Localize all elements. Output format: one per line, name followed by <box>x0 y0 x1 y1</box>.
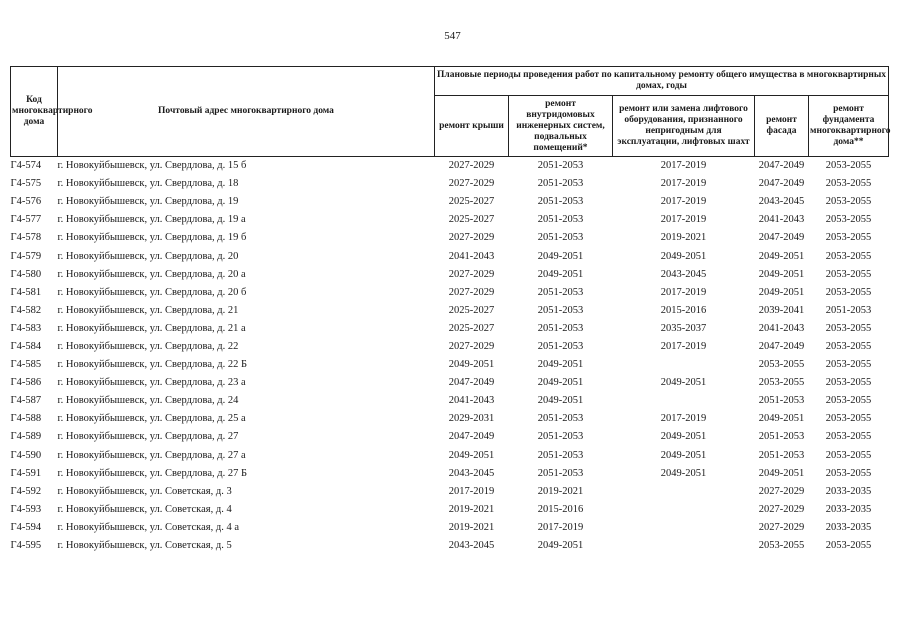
table-row <box>11 356 889 374</box>
cell-facade: 2051-2053 <box>758 449 805 461</box>
cell-address: г. Новокуйбышевск, ул. Свердлова, д. 20 б <box>57 286 247 298</box>
cell-systems: 2051-2053 <box>537 431 584 443</box>
table-row <box>11 501 889 519</box>
table-row <box>11 284 889 302</box>
cell-roof: 2027-2029 <box>448 340 495 352</box>
cell-address: г. Новокуйбышевск, ул. Советская, д. 5 <box>57 540 232 552</box>
cell-facade: 2049-2051 <box>758 286 805 298</box>
table-row <box>11 229 889 247</box>
cell-lift: 2049-2051 <box>660 377 707 389</box>
cell-systems: 2049-2051 <box>537 250 584 262</box>
cell-foundation: 2053-2055 <box>825 232 872 244</box>
cell-address: г. Новокуйбышевск, ул. Свердлова, д. 27 а <box>57 449 246 461</box>
cell-code: Г4-574 <box>10 160 42 172</box>
cell-code: Г4-594 <box>10 521 42 533</box>
cell-code: Г4-589 <box>10 431 42 443</box>
table-header <box>11 67 889 157</box>
cell-foundation: 2051-2053 <box>825 304 872 316</box>
table-row <box>11 537 889 555</box>
cell-code: Г4-575 <box>10 178 42 190</box>
cell-foundation: 2053-2055 <box>825 250 872 262</box>
cell-roof: 2025-2027 <box>448 304 495 316</box>
cell-code: Г4-583 <box>10 322 42 334</box>
cell-roof: 2041-2043 <box>448 395 495 407</box>
cell-facade: 2027-2029 <box>758 521 805 533</box>
repair-schedule-table <box>10 66 889 555</box>
cell-address: г. Новокуйбышевск, ул. Свердлова, д. 19 а <box>57 214 246 226</box>
cell-address: г. Новокуйбышевск, ул. Свердлова, д. 23 а <box>57 377 246 389</box>
cell-lift: 2043-2045 <box>660 268 707 280</box>
cell-code: Г4-592 <box>10 485 42 497</box>
cell-code: Г4-578 <box>10 232 42 244</box>
cell-address: г. Новокуйбышевск, ул. Свердлова, д. 20 <box>57 250 239 262</box>
cell-facade: 2043-2045 <box>758 196 805 208</box>
cell-lift <box>613 483 755 501</box>
cell-address: г. Новокуйбышевск, ул. Свердлова, д. 21 <box>57 304 239 316</box>
cell-address: г. Новокуйбышевск, ул. Советская, д. 4 <box>57 503 232 515</box>
cell-systems: 2051-2053 <box>537 178 584 190</box>
cell-lift: 2035-2037 <box>660 322 707 334</box>
cell-lift <box>613 356 755 374</box>
cell-roof: 2029-2031 <box>448 413 495 425</box>
cell-code: Г4-586 <box>10 377 42 389</box>
cell-address: г. Новокуйбышевск, ул. Свердлова, д. 20 а <box>57 268 246 280</box>
cell-facade: 2049-2051 <box>758 268 805 280</box>
cell-foundation: 2053-2055 <box>825 286 872 298</box>
cell-address: г. Новокуйбышевск, ул. Советская, д. 4 а <box>57 521 239 533</box>
cell-lift <box>613 501 755 519</box>
cell-facade: 2027-2029 <box>758 485 805 497</box>
cell-foundation: 2053-2055 <box>825 431 872 443</box>
cell-foundation: 2053-2055 <box>825 377 872 389</box>
cell-foundation: 2053-2055 <box>825 268 872 280</box>
cell-address: г. Новокуйбышевск, ул. Советская, д. 3 <box>57 485 232 497</box>
cell-lift: 2015-2016 <box>660 304 707 316</box>
cell-roof: 2027-2029 <box>448 178 495 190</box>
cell-systems: 2017-2019 <box>537 521 584 533</box>
cell-code: Г4-581 <box>10 286 42 298</box>
cell-code: Г4-595 <box>10 540 42 552</box>
cell-lift: 2049-2051 <box>660 449 707 461</box>
cell-roof: 2019-2021 <box>448 521 495 533</box>
cell-roof: 2049-2051 <box>448 449 495 461</box>
cell-foundation: 2053-2055 <box>825 467 872 479</box>
cell-facade: 2053-2055 <box>758 377 805 389</box>
cell-lift <box>613 392 755 410</box>
cell-roof: 2047-2049 <box>448 431 495 443</box>
cell-facade: 2051-2053 <box>758 395 805 407</box>
cell-lift <box>613 519 755 537</box>
cell-foundation: 2053-2055 <box>825 178 872 190</box>
cell-code: Г4-593 <box>10 503 42 515</box>
cell-lift: 2017-2019 <box>660 214 707 226</box>
table-row <box>11 211 889 229</box>
cell-foundation: 2053-2055 <box>825 395 872 407</box>
cell-systems: 2051-2053 <box>537 340 584 352</box>
table-row <box>11 320 889 338</box>
cell-address: г. Новокуйбышевск, ул. Свердлова, д. 25 а <box>57 413 246 425</box>
cell-roof: 2027-2029 <box>448 268 495 280</box>
table-row <box>11 266 889 284</box>
cell-roof: 2027-2029 <box>448 232 495 244</box>
cell-code: Г4-587 <box>10 395 42 407</box>
cell-lift: 2049-2051 <box>660 250 707 262</box>
cell-address: г. Новокуйбышевск, ул. Свердлова, д. 18 <box>57 178 239 190</box>
header-systems: ремонт внутридомовых инженерных систем, подвальных помещений* <box>509 96 613 157</box>
cell-systems: 2015-2016 <box>537 503 584 515</box>
cell-facade: 2047-2049 <box>758 160 805 172</box>
cell-systems: 2051-2053 <box>537 467 584 479</box>
cell-lift: 2017-2019 <box>660 413 707 425</box>
header-code: Код многоквартирного дома <box>11 67 58 157</box>
header-lift: ремонт или замена лифтового оборудования, признанного непригодным для эксплуатации, лифтовых шахт <box>613 96 755 157</box>
cell-code: Г4-590 <box>10 449 42 461</box>
cell-code: Г4-591 <box>10 467 42 479</box>
cell-roof: 2019-2021 <box>448 503 495 515</box>
cell-lift: 2017-2019 <box>660 196 707 208</box>
cell-systems: 2051-2053 <box>537 304 584 316</box>
table-row <box>11 465 889 483</box>
cell-foundation: 2053-2055 <box>825 540 872 552</box>
cell-lift <box>613 537 755 555</box>
cell-systems: 2051-2053 <box>537 322 584 334</box>
cell-facade: 2047-2049 <box>758 340 805 352</box>
header-foundation: ремонт фундамента многоквартирного дома** <box>809 96 889 157</box>
cell-foundation: 2053-2055 <box>825 322 872 334</box>
cell-roof: 2043-2045 <box>448 540 495 552</box>
cell-roof: 2017-2019 <box>448 485 495 497</box>
cell-foundation: 2053-2055 <box>825 449 872 461</box>
cell-address: г. Новокуйбышевск, ул. Свердлова, д. 22 <box>57 340 239 352</box>
table-row <box>11 447 889 465</box>
cell-address: г. Новокуйбышевск, ул. Свердлова, д. 19 б <box>57 232 247 244</box>
cell-lift: 2049-2051 <box>660 467 707 479</box>
cell-systems: 2049-2051 <box>537 268 584 280</box>
table-row <box>11 338 889 356</box>
cell-code: Г4-584 <box>10 340 42 352</box>
page-number: 547 <box>444 30 461 42</box>
header-plan-periods: Плановые периоды проведения работ по капитальному ремонту общего имущества в многоквартирных домах, годы <box>435 67 889 96</box>
cell-facade: 2051-2053 <box>758 431 805 443</box>
cell-foundation: 2033-2035 <box>825 485 872 497</box>
header-address: Почтовый адрес многоквартирного дома <box>58 67 435 157</box>
cell-roof: 2027-2029 <box>448 286 495 298</box>
cell-address: г. Новокуйбышевск, ул. Свердлова, д. 21 а <box>57 322 246 334</box>
cell-systems: 2049-2051 <box>537 395 584 407</box>
cell-roof: 2027-2029 <box>448 160 495 172</box>
cell-systems: 2049-2051 <box>537 359 584 371</box>
table-row <box>11 157 889 176</box>
table-row <box>11 428 889 446</box>
cell-foundation: 2053-2055 <box>825 413 872 425</box>
cell-address: г. Новокуйбышевск, ул. Свердлова, д. 22 Б <box>57 359 247 371</box>
cell-facade: 2041-2043 <box>758 322 805 334</box>
cell-facade: 2053-2055 <box>758 359 805 371</box>
cell-systems: 2051-2053 <box>537 286 584 298</box>
cell-address: г. Новокуйбышевск, ул. Свердлова, д. 15 б <box>57 160 247 172</box>
cell-address: г. Новокуйбышевск, ул. Свердлова, д. 27 Б <box>57 467 247 479</box>
cell-facade: 2047-2049 <box>758 232 805 244</box>
cell-code: Г4-588 <box>10 413 42 425</box>
cell-lift: 2019-2021 <box>660 232 707 244</box>
cell-code: Г4-580 <box>10 268 42 280</box>
table-row <box>11 392 889 410</box>
table-body <box>11 157 889 556</box>
cell-roof: 2025-2027 <box>448 214 495 226</box>
cell-systems: 2051-2053 <box>537 232 584 244</box>
cell-systems: 2049-2051 <box>537 540 584 552</box>
cell-address: г. Новокуйбышевск, ул. Свердлова, д. 24 <box>57 395 239 407</box>
table-row <box>11 410 889 428</box>
cell-lift: 2017-2019 <box>660 340 707 352</box>
cell-code: Г4-576 <box>10 196 42 208</box>
cell-foundation: 2053-2055 <box>825 160 872 172</box>
cell-systems: 2051-2053 <box>537 160 584 172</box>
cell-roof: 2025-2027 <box>448 196 495 208</box>
cell-address: г. Новокуйбышевск, ул. Свердлова, д. 19 <box>57 196 239 208</box>
cell-systems: 2019-2021 <box>537 485 584 497</box>
cell-systems: 2051-2053 <box>537 214 584 226</box>
cell-facade: 2053-2055 <box>758 540 805 552</box>
cell-lift: 2049-2051 <box>660 431 707 443</box>
table-row <box>11 193 889 211</box>
cell-code: Г4-577 <box>10 214 42 226</box>
cell-facade: 2039-2041 <box>758 304 805 316</box>
cell-lift: 2017-2019 <box>660 178 707 190</box>
cell-facade: 2049-2051 <box>758 250 805 262</box>
cell-systems: 2049-2051 <box>537 377 584 389</box>
cell-facade: 2047-2049 <box>758 178 805 190</box>
cell-foundation: 2033-2035 <box>825 503 872 515</box>
cell-roof: 2049-2051 <box>448 359 495 371</box>
cell-code: Г4-582 <box>10 304 42 316</box>
cell-facade: 2027-2029 <box>758 503 805 515</box>
cell-foundation: 2053-2055 <box>825 196 872 208</box>
table-row <box>11 374 889 392</box>
cell-address: г. Новокуйбышевск, ул. Свердлова, д. 27 <box>57 431 239 443</box>
cell-foundation: 2053-2055 <box>825 340 872 352</box>
cell-foundation: 2053-2055 <box>825 359 872 371</box>
cell-facade: 2049-2051 <box>758 413 805 425</box>
cell-code: Г4-585 <box>10 359 42 371</box>
header-facade: ремонт фасада <box>755 96 809 157</box>
cell-systems: 2051-2053 <box>537 413 584 425</box>
cell-foundation: 2053-2055 <box>825 214 872 226</box>
table-row <box>11 302 889 320</box>
table-row <box>11 175 889 193</box>
cell-lift: 2017-2019 <box>660 286 707 298</box>
cell-roof: 2041-2043 <box>448 250 495 262</box>
cell-facade: 2041-2043 <box>758 214 805 226</box>
header-roof: ремонт крыши <box>435 96 509 157</box>
table-row <box>11 247 889 265</box>
cell-roof: 2047-2049 <box>448 377 495 389</box>
table-row <box>11 519 889 537</box>
cell-systems: 2051-2053 <box>537 196 584 208</box>
cell-foundation: 2033-2035 <box>825 521 872 533</box>
cell-roof: 2043-2045 <box>448 467 495 479</box>
cell-code: Г4-579 <box>10 250 42 262</box>
cell-lift: 2017-2019 <box>660 160 707 172</box>
cell-facade: 2049-2051 <box>758 467 805 479</box>
cell-roof: 2025-2027 <box>448 322 495 334</box>
cell-systems: 2051-2053 <box>537 449 584 461</box>
table-row <box>11 483 889 501</box>
